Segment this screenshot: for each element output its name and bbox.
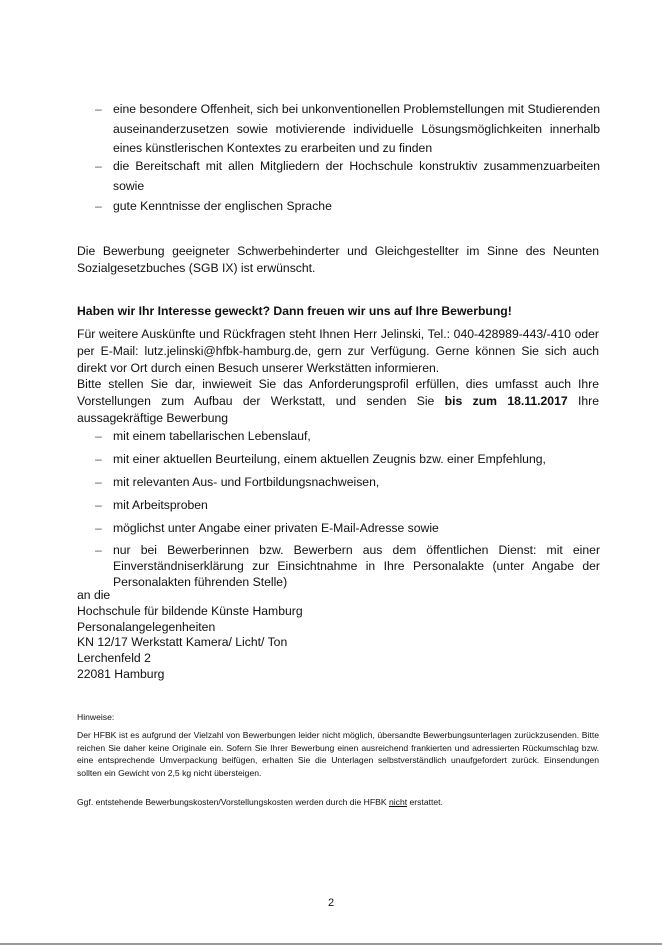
deadline: bis zum 18.11.2017	[444, 394, 568, 408]
notes-cost-emphasis: nicht	[388, 797, 408, 807]
application-request-text-end: Ihre aussagekräftige Bewerbung	[77, 394, 599, 425]
document-text: mit relevanten Aus- und Fortbildungsnachweisen,	[113, 475, 380, 489]
address-intro: an die	[77, 588, 111, 602]
disability-note: Die Bewerbung geeigneter Schwerbehinderter und Gleichgestellter im Sinne des Neunten Sozialgesetzbuches (SGB IX) ist erwünscht.	[77, 244, 599, 275]
requirement-text: gute Kenntnisse der englischen Sprache	[113, 199, 332, 213]
dash-bullet: –	[95, 521, 102, 535]
document-text: mit Arbeitsproben	[113, 498, 208, 512]
page-number: 2	[327, 897, 335, 909]
notes-cost-paragraph	[77, 796, 599, 809]
dash-bullet: –	[95, 543, 102, 557]
requirement-item	[95, 157, 600, 196]
notes-paragraph: Der HFBK ist es aufgrund der Vielzahl von Bewerbungen leider nicht möglich, übersandte Bewerbungsunterlagen zurückzusenden. Bitte reichen Sie daher keine Originale ein. Sofern Sie Ihrer Bewerbung einen ausreichend frankierten und adressierten Rückumschlag bzw. eine entsprechende Umverpackung beifügen, erhalten Sie die Unterlagen selbstverständlich unaufgefordert zurück. Einsendungen sollten ein Gewicht von 2,5 kg nicht übersteigen.	[77, 730, 599, 778]
document-item	[95, 519, 600, 539]
application-request	[77, 376, 599, 427]
dash-bullet: –	[95, 475, 102, 489]
dash-bullet: –	[95, 498, 102, 512]
application-request-text: Bitte stellen Sie dar, inwieweit Sie das Anforderungsprofil erfüllen, dies umfasst auch Ihre Vorstellungen zum Aufbau der Werkstatt, und senden Sie	[77, 377, 599, 408]
document-item	[95, 427, 600, 447]
requirement-item	[95, 100, 600, 159]
notes-cost-text-end: erstattet.	[407, 797, 443, 807]
address-line: 22081 Hamburg	[77, 666, 165, 681]
requirement-item	[95, 197, 600, 217]
requirement-text: die Bereitschaft mit allen Mitgliedern der Hochschule konstruktiv zusammenzuarbeiten sowie	[113, 159, 600, 193]
notes-cost-text: Ggf. entstehende Bewerbungskosten/Vorstellungskosten werden durch die HFBK	[77, 797, 389, 807]
document-item	[95, 542, 600, 590]
document-text: mit einer aktuellen Beurteilung, einem aktuellen Zeugnis bzw. einer Empfehlung,	[113, 452, 546, 466]
dash-bullet: –	[95, 102, 102, 116]
dash-bullet: –	[95, 199, 102, 213]
address-line: KN 12/17 Werkstatt Kamera/ Licht/ Ton	[77, 635, 288, 650]
document-text: mit einem tabellarischen Lebenslauf,	[113, 429, 311, 443]
document-item	[95, 496, 600, 516]
contact-paragraph: Für weitere Auskünfte und Rückfragen steht Ihnen Herr Jelinski, Tel.: 040-428989-443/-410 oder per E-Mail: lutz.jelinski@hfbk-hamburg.de, gern zur Verfügung. Gerne können Sie sich auch direkt vor Ort durch einen Besuch unserer Werkstätten informieren.	[77, 327, 599, 375]
notes-heading: Hinweise:	[77, 712, 115, 722]
document-text: möglichst unter Angabe einer privaten E-Mail-Adresse sowie	[113, 521, 439, 535]
address-line: Hochschule für bildende Künste Hamburg	[77, 603, 303, 618]
address-line: Personalangelegenheiten	[77, 619, 216, 634]
document-item	[95, 450, 600, 470]
dash-bullet: –	[95, 159, 102, 173]
dash-bullet: –	[95, 452, 102, 466]
address-line: Lerchenfeld 2	[77, 651, 151, 666]
document-text: nur bei Bewerberinnen bzw. Bewerbern aus dem öffentlichen Dienst: mit einer Einverständniserklärung zur Einsichtnahme in Ihre Personalakte (unter Angabe der Personalakten führenden Stelle)	[113, 543, 600, 589]
dash-bullet: –	[95, 429, 102, 443]
call-to-action-heading: Haben wir Ihr Interesse geweckt? Dann freuen wir uns auf Ihre Bewerbung!	[77, 304, 512, 318]
address-block	[77, 588, 477, 683]
requirement-text: eine besondere Offenheit, sich bei unkonventionellen Problemstellungen mit Studierenden auseinanderzusetzen sowie motivierende individuelle Lösungsmöglichkeiten innerhalb eines künstlerischen Kontextes zu erarbeiten und zu finden	[113, 102, 600, 156]
document-item	[95, 473, 600, 493]
